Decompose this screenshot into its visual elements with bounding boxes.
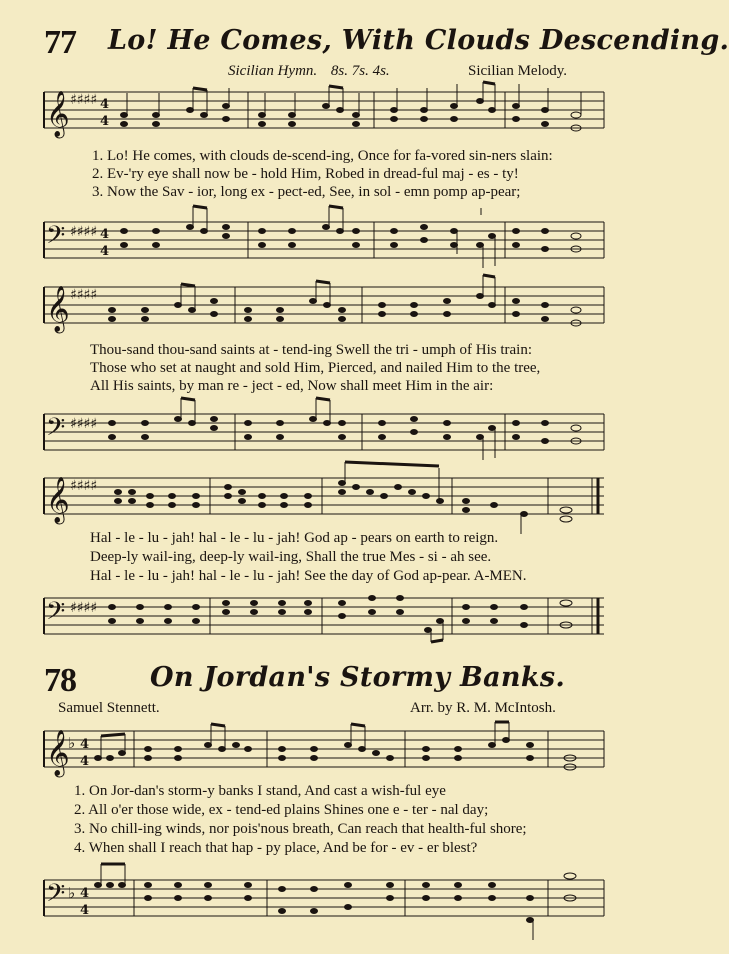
- svg-text:𝄞: 𝄞: [46, 477, 70, 523]
- key-signature: ♯♯♯♯: [70, 92, 98, 108]
- hymn-77-s2-verse-2: Those who set at naught and sold Him, Pierced, and nailed Him to the tree,: [90, 360, 541, 376]
- hymn-77-tune: [228, 63, 390, 80]
- treble-clef: 𝄞: [46, 91, 70, 137]
- hymn-77-composer: Sicilian Melody.: [468, 63, 568, 79]
- svg-text:4: 4: [100, 227, 110, 242]
- hymn-77-s2-verse-3: All His saints, by man re - ject - ed, Now shall meet Him in the air:: [90, 378, 494, 394]
- svg-text:4: 4: [80, 737, 90, 752]
- hymn-77-s1-verse-3: 3. Now the Sav - ior, long ex - pect-ed, See, in sol - emn pomp ap-pear;: [92, 184, 521, 200]
- hymn-77-s3-verse-1: Hal - le - lu - jah! hal - le - lu - jah! God ap - pears on earth to reign.: [90, 530, 499, 546]
- time-signature: 4: [100, 97, 110, 112]
- hymn-77-number: 77: [44, 24, 76, 61]
- hymn-78-number: 78: [44, 662, 76, 699]
- hymn-78-verse-1: 1. On Jor-dan's storm-y banks I stand, And cast a wish-ful eye: [74, 783, 446, 799]
- hymn-77-title: Lo! He Comes, With Clouds Descending.: [108, 25, 729, 56]
- treble-staff-78: [44, 731, 604, 767]
- notes-treble-1: [120, 98, 581, 131]
- tune-name: Sicilian Hymn.: [228, 63, 318, 79]
- svg-text:4: 4: [80, 754, 90, 769]
- hymn-77-s3-verse-3: Hal - le - lu - jah! hal - le - lu - jah! See the day of God ap-pear. A-MEN.: [90, 568, 527, 584]
- hymn-77-s3-verse-2: Deep-ly wail-ing, deep-ly wail-ing, Shall the true Mes - si - ah see.: [90, 549, 492, 565]
- hymn-78-lyricist: Samuel Stennett.: [58, 700, 160, 716]
- svg-text:4: 4: [100, 244, 110, 259]
- svg-text:4: 4: [80, 886, 90, 901]
- svg-text:♯♯♯♯: ♯♯♯♯: [70, 416, 98, 432]
- svg-text:♯♯♯♯: ♯♯♯♯: [70, 600, 98, 616]
- svg-text:♯♯♯♯: ♯♯♯♯: [70, 478, 98, 494]
- treble-staff-2: [44, 287, 604, 323]
- svg-text:♯♯♯♯: ♯♯♯♯: [70, 224, 98, 240]
- svg-text:𝄢: 𝄢: [46, 413, 66, 448]
- svg-text:♯♯♯♯: ♯♯♯♯: [70, 287, 98, 303]
- tune-meter: 8s. 7s. 4s.: [330, 63, 390, 79]
- hymn-78-title: On Jordan's Stormy Banks.: [150, 662, 566, 693]
- hymn-78-arranger: Arr. by R. M. McIntosh.: [410, 700, 556, 716]
- hymn-77-s1-verse-1: 1. Lo! He comes, with clouds de-scend-ing, Once for fa-vored sin-ners slain:: [92, 148, 553, 164]
- flat-key-signature: ♭: [68, 734, 76, 752]
- hymn-78-verse-4: 4. When shall I reach that hap - py place, And be for - ev - er blest?: [74, 840, 478, 856]
- svg-text:4: 4: [100, 114, 110, 129]
- svg-text:♭: ♭: [68, 884, 76, 902]
- hymn-77-s2-verse-1: Thou-sand thou-sand saints at - tend-ing Swell the tri - umph of His train:: [90, 342, 533, 358]
- bass-staff-1: [44, 222, 604, 258]
- svg-text:𝄞: 𝄞: [46, 286, 70, 332]
- svg-text:𝄞: 𝄞: [46, 730, 70, 776]
- treble-staff-1: [44, 92, 604, 128]
- bass-clef: 𝄢: [46, 221, 66, 256]
- hymn-77-s1-verse-2: 2. Ev-'ry eye shall now be - hold Him, Robed in dread-ful maj - es - ty!: [92, 166, 519, 182]
- svg-text:4: 4: [80, 903, 90, 918]
- svg-text:𝄢: 𝄢: [46, 597, 66, 632]
- hymn-78-verse-2: 2. All o'er those wide, ex - tend-ed plains Shines one e - ter - nal day;: [74, 802, 489, 818]
- hymn-78-verse-3: 3. No chill-ing winds, nor pois'nous breath, Can reach that health-ful shore;: [74, 821, 527, 837]
- svg-text:𝄢: 𝄢: [46, 879, 66, 914]
